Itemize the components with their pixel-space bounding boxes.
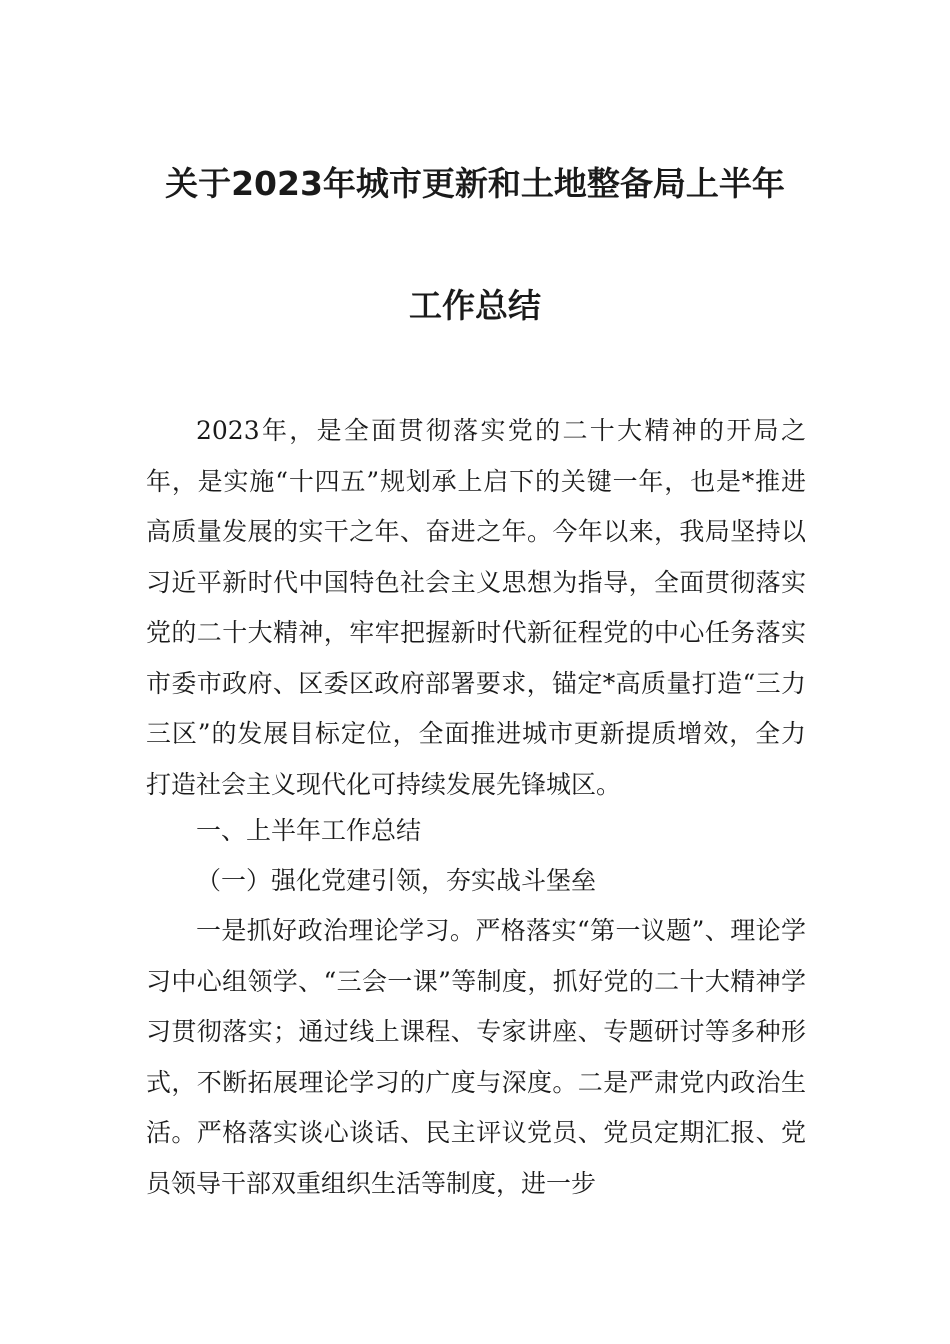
document-title-line-1: 关于2023年城市更新和土地整备局上半年 [165,164,785,203]
intro-paragraph: 2023年，是全面贯彻落实党的二十大精神的开局之年，是实施“十四五”规划承上启下的关键一年，也是*推进高质量发展的实干之年、奋进之年。今年以来，我局坚持以习近平新时代中国特色社会主义思想为指导，全面贯彻落实党的二十大精神，牢牢把握新时代新征程党的中心任务落实市委市政府、区委区政府部署要求，锚定*高质量打造“三力三区”的发展目标定位，全面推进城市更新提质增效，全力打造社会主义现代化可持续发展先锋城区。 [146,416,806,799]
section-heading: 一、上半年工作总结 [196,816,422,845]
work-paragraph: 一是抓好政治理论学习。严格落实“第一议题”、理论学习中心组领学、“三会一课”等制度，抓好党的二十大精神学习贯彻落实；通过线上课程、专家讲座、专题研讨等多种形式，不断拓展理论学习的广度与深度。二是严肃党内政治生活。严格落实谈心谈话、民主评议党员、党员定期汇报、党员领导干部双重组织生活等制度，进一步 [146,916,806,1198]
subsection-heading: （一）强化党建引领，夯实战斗堡垒 [196,866,597,895]
document-title-line-2: 工作总结 [409,286,541,325]
